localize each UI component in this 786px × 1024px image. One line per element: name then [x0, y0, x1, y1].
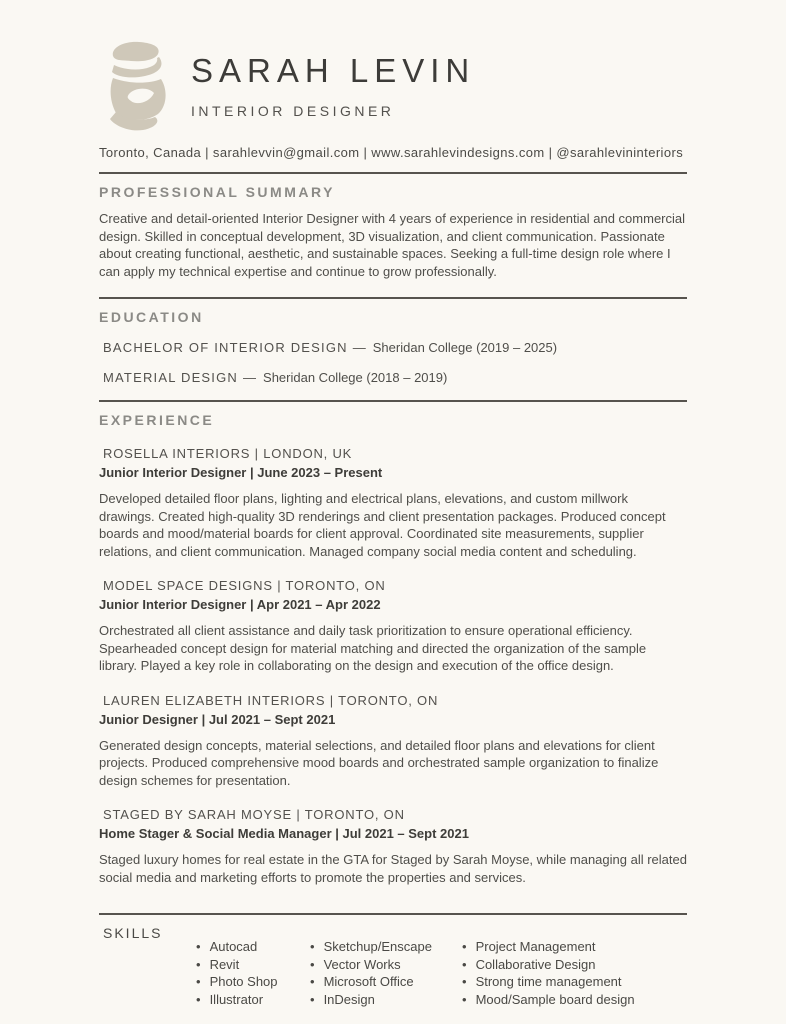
em-dash: — [243, 370, 257, 385]
education-item [99, 340, 687, 355]
skills-section [99, 925, 687, 1008]
divider [99, 297, 687, 299]
education-degree: BACHELOR OF INTERIOR DESIGN [103, 340, 348, 355]
skills-column [462, 938, 635, 1008]
skill-item: • Microsoft Office [310, 973, 462, 991]
skill-item: • Project Management [462, 938, 635, 956]
summary-text: Creative and detail-oriented Interior Designer with 4 years of experience in residential and commercial design. Skilled in conceptual development, 3D visualization, and client communication. Passionate about creating functional, aesthetic, and sustainable spaces. Seeking a full-time design role where I can apply my technical expertise and continue to grow professionally. [99, 211, 686, 279]
section-heading-experience: EXPERIENCE [99, 412, 215, 428]
contact-line: Toronto, Canada | sarahlevvin@gmail.com | www.sarahlevindesigns.com | @sarahlevininteriors [99, 145, 684, 160]
header [99, 40, 687, 132]
experience-company: MODEL SPACE DESIGNS | TORONTO, ON [103, 578, 386, 593]
skill-item: • Mood/Sample board design [462, 991, 635, 1009]
experience-role: Junior Interior Designer | June 2023 – Present [99, 465, 383, 480]
education-item [99, 370, 687, 385]
experience-item [99, 576, 687, 675]
skill-item: • Revit [196, 956, 310, 974]
experience-description: Staged luxury homes for real estate in the GTA for Staged by Sarah Moyse, while managing all related social media and marketing efforts to promote the properties and services. [99, 852, 687, 885]
experience-role: Home Stager & Social Media Manager | Jul 2021 – Sept 2021 [99, 826, 469, 841]
experience-item [99, 691, 687, 790]
skills-column [196, 938, 310, 1008]
skill-item: • Illustrator [196, 991, 310, 1009]
education-school: Sheridan College (2019 – 2025) [372, 340, 558, 355]
experience-company: LAUREN ELIZABETH INTERIORS | TORONTO, ON [103, 692, 439, 708]
person-name: SARAH LEVIN [191, 52, 476, 89]
experience-company: STAGED BY SARAH MOYSE | TORONTO, ON [103, 807, 405, 822]
section-heading-education: EDUCATION [99, 309, 204, 325]
em-dash: — [352, 340, 366, 355]
divider [99, 172, 687, 174]
skill-item: • Sketchup/Enscape [310, 938, 462, 956]
experience-item [99, 444, 687, 560]
skill-item: • InDesign [310, 991, 462, 1009]
experience-description: Generated design concepts, material selections, and detailed floor plans and elevations for client projects. Produced comprehensive mood boards and orchestrated sample organization to finalize design schemes for presentation. [99, 737, 659, 788]
sl-monogram-logo [105, 40, 179, 132]
person-title: INTERIOR DESIGNER [191, 103, 395, 119]
name-block [191, 40, 475, 119]
experience-role: Junior Interior Designer | Apr 2021 – Apr 2022 [99, 597, 381, 612]
divider [99, 913, 687, 915]
education-school: Sheridan College (2018 – 2019) [263, 370, 448, 385]
experience-item [99, 805, 687, 886]
section-heading-professional-summary: PROFESSIONAL SUMMARY [99, 184, 335, 200]
experience-company: ROSELLA INTERIORS | LONDON, UK [103, 446, 353, 461]
skills-column [310, 938, 462, 1008]
divider [99, 400, 687, 402]
skill-item: • Strong time management [462, 973, 635, 991]
experience-description: Orchestrated all client assistance and daily task prioritization to ensure operational efficiency. Spearheaded concept design for material matching and directed the organization of the sample library. Played a key role in collaborating on the design and execution of the office design. [99, 623, 647, 673]
skill-item: • Vector Works [310, 956, 462, 974]
experience-description: Developed detailed floor plans, lighting and electrical plans, elevations, and custom millwork drawings. Created high-quality 3D renderings and client presentation packages. Produced concept boards and mood/material boards for client approval. Coordinated site measurements, supplier relations, and client communication. Managed company social media content and scheduling. [99, 491, 666, 559]
skill-item: • Photo Shop [196, 973, 310, 991]
section-heading-skills: SKILLS [103, 925, 163, 941]
skill-item: • Collaborative Design [462, 956, 635, 974]
skill-item: • Autocad [196, 938, 310, 956]
experience-role: Junior Designer | Jul 2021 – Sept 2021 [99, 711, 336, 727]
education-degree: MATERIAL DESIGN [103, 370, 239, 385]
